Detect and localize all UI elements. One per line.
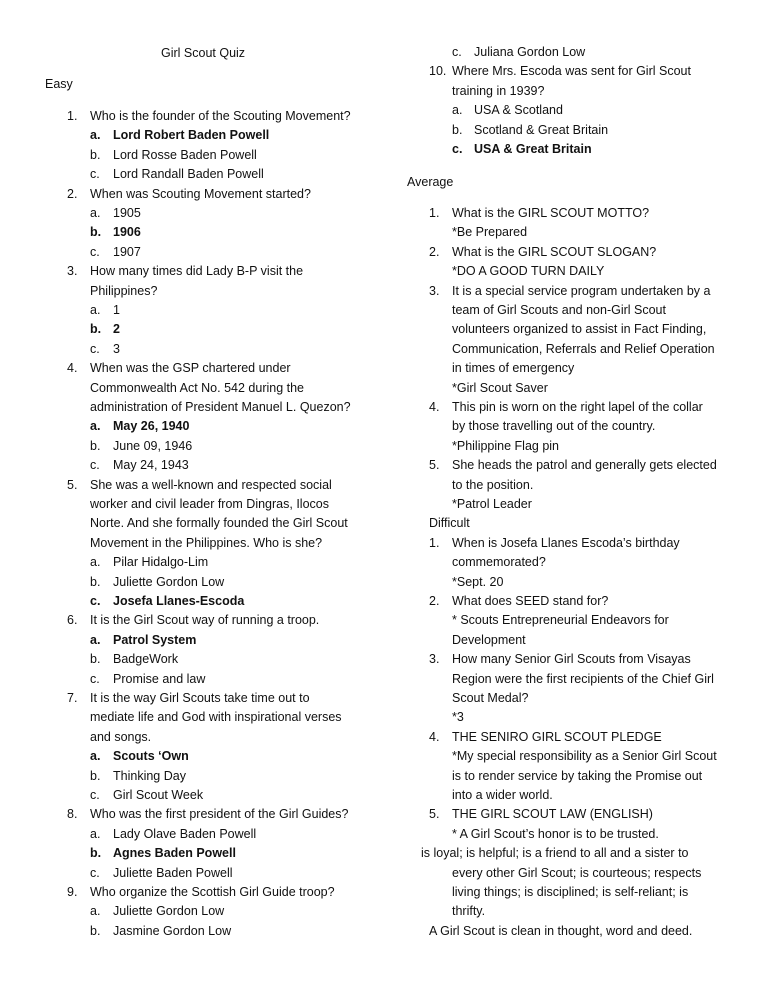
option-letter: c. (90, 458, 100, 473)
option-text: 1906 (113, 225, 141, 240)
option-text: Josefa Llanes-Escoda (113, 594, 245, 608)
question-text: team of Girl Scouts and non-Girl Scout (452, 303, 666, 317)
law-text: thrifty. (452, 904, 486, 919)
option-letter: c. (452, 142, 463, 156)
option-letter: a. (90, 303, 101, 317)
question-text: *Patrol Leader (452, 497, 532, 511)
option-letter: c. (90, 788, 100, 802)
question-text: and songs. (90, 729, 152, 744)
section-heading-difficult: Difficult (429, 516, 470, 531)
question-text: *Sept. 20 (452, 574, 504, 589)
question-text: administration of President Manuel L. Quezon? (90, 400, 351, 414)
question-number: 1. (67, 109, 78, 123)
option-text: Juliette Baden Powell (113, 865, 233, 880)
question-number: 2. (67, 186, 78, 201)
option-text: Lord Rosse Baden Powell (113, 147, 257, 162)
question-number: 5. (429, 807, 440, 822)
question-text: to the position. (452, 477, 534, 492)
question-text: THE GIRL SCOUT LAW (ENGLISH) (452, 807, 653, 822)
option-text: Juliette Gordon Low (113, 574, 225, 589)
question-text: THE SENIRO GIRL SCOUT PLEDGE (452, 729, 662, 744)
question-number: 2. (429, 244, 440, 259)
option-letter: b. (90, 846, 102, 861)
section-heading-easy: Easy (45, 77, 73, 91)
option-text: USA & Great Britain (474, 142, 592, 156)
question-number: 5. (67, 477, 78, 492)
question-number: 8. (67, 807, 78, 822)
question-text: mediate life and God with inspirational verses (90, 710, 342, 725)
option-text: 2 (113, 322, 120, 337)
option-text: Lady Olave Baden Powell (113, 826, 257, 841)
option-text: Lord Robert Baden Powell (113, 128, 270, 143)
option-text: June 09, 1946 (113, 438, 193, 453)
question-text: Philippines? (90, 283, 158, 298)
question-text: What does SEED stand for? (452, 594, 609, 608)
question-text: Where Mrs. Escoda was sent for Girl Scout (452, 64, 691, 79)
option-text: BadgeWork (113, 652, 179, 667)
question-number: 10. (429, 64, 447, 79)
option-letter: a. (90, 555, 101, 570)
option-text: USA & Scotland (474, 103, 563, 118)
question-text: How many times did Lady B-P visit the (90, 264, 304, 279)
option-letter: b. (90, 438, 101, 453)
option-text: Juliette Gordon Low (113, 904, 225, 919)
question-text: *DO A GOOD TURN DAILY (452, 264, 605, 279)
question-number: 7. (67, 691, 78, 705)
option-text: Pilar Hidalgo-Lim (113, 555, 209, 570)
question-text: When was the GSP chartered under (90, 361, 291, 376)
question-number: 1. (429, 535, 440, 550)
question-text: What is the GIRL SCOUT SLOGAN? (452, 244, 657, 259)
section-heading-average: Average (407, 175, 454, 189)
question-text: Region were the first recipients of the Chief Girl (452, 671, 714, 686)
option-letter: a. (90, 206, 101, 220)
question-text: training in 1939? (452, 83, 545, 98)
question-text: What is the GIRL SCOUT MOTTO? (452, 206, 650, 220)
question-number: 1. (429, 206, 440, 220)
option-letter: b. (90, 322, 102, 337)
question-number: 3. (429, 283, 440, 298)
option-text: Agnes Baden Powell (113, 846, 236, 861)
option-text: Lord Randall Baden Powell (113, 167, 264, 182)
question-text: * A Girl Scout’s honor is to be trusted. (452, 826, 659, 841)
option-letter: c. (90, 341, 100, 356)
option-letter: a. (90, 128, 101, 143)
question-text: *Be Prepared (452, 225, 528, 240)
option-letter: a. (90, 826, 101, 841)
option-letter: b. (90, 574, 101, 589)
option-text: Juliana Gordon Low (474, 45, 586, 59)
law-closing-text: A Girl Scout is clean in thought, word and deed. (429, 923, 693, 938)
option-text: Scotland & Great Britain (474, 122, 609, 137)
question-number: 4. (429, 729, 440, 744)
option-letter: c. (452, 45, 462, 59)
question-text: Development (452, 632, 526, 647)
question-text: It is the way Girl Scouts take time out to (90, 691, 310, 705)
option-text: 1 (113, 303, 120, 317)
option-text: May 26, 1940 (113, 419, 190, 434)
question-text: *3 (452, 710, 464, 725)
option-text: Thinking Day (113, 768, 186, 783)
question-text: Movement in the Philippines. Who is she? (90, 535, 323, 550)
option-letter: b. (90, 225, 102, 240)
question-number: 6. (67, 613, 78, 628)
option-letter: b. (90, 768, 101, 783)
option-letter: b. (90, 923, 101, 938)
question-number: 4. (429, 400, 440, 414)
law-text: is loyal; is helpful; is a friend to all and a sister to (421, 846, 689, 861)
question-text: * Scouts Entrepreneurial Endeavors for (452, 613, 669, 628)
option-letter: a. (90, 419, 101, 434)
option-letter: a. (452, 103, 463, 118)
option-letter: a. (90, 904, 101, 919)
question-text: It is a special service program undertaken by a (452, 283, 711, 298)
question-text: into a wider world. (452, 788, 553, 802)
page-title: Girl Scout Quiz (161, 46, 246, 60)
option-text: Jasmine Gordon Low (113, 923, 232, 938)
question-text: Commonwealth Act No. 542 during the (90, 380, 305, 395)
option-text: 1907 (113, 244, 141, 259)
question-text: She was a well-known and respected social (90, 477, 332, 492)
question-text: Who was the first president of the Girl Guides? (90, 807, 349, 822)
option-text: Scouts ‘Own (113, 749, 189, 764)
question-text: She heads the patrol and generally gets elected (452, 458, 717, 473)
option-letter: c. (90, 594, 101, 608)
question-text: *Girl Scout Saver (452, 380, 548, 395)
question-text: is to render service by taking the Promise out (452, 768, 703, 783)
question-text: Who is the founder of the Scouting Movement? (90, 109, 351, 123)
question-text: It is the Girl Scout way of running a troop. (90, 613, 320, 628)
question-text: in times of emergency (452, 361, 575, 376)
option-letter: c. (90, 167, 100, 182)
question-number: 3. (429, 652, 440, 667)
question-text: Norte. And she formally founded the Girl Scout (90, 516, 348, 531)
option-text: Patrol System (113, 632, 197, 647)
question-text: by those travelling out of the country. (452, 419, 656, 434)
question-number: 2. (429, 594, 440, 608)
option-text: Girl Scout Week (113, 788, 204, 802)
question-text: Scout Medal? (452, 691, 529, 705)
option-letter: b. (452, 122, 463, 137)
question-text: When was Scouting Movement started? (90, 186, 311, 201)
question-text: This pin is worn on the right lapel of the collar (452, 400, 703, 414)
option-letter: b. (90, 147, 101, 162)
question-text: commemorated? (452, 555, 546, 570)
option-letter: c. (90, 671, 100, 686)
question-number: 3. (67, 264, 78, 279)
question-number: 4. (67, 361, 78, 376)
option-text: 3 (113, 341, 120, 356)
option-letter: a. (90, 632, 101, 647)
question-number: 5. (429, 458, 440, 473)
question-text: Who organize the Scottish Girl Guide troop? (90, 885, 335, 899)
option-text: May 24, 1943 (113, 458, 189, 473)
option-letter: c. (90, 244, 100, 259)
option-letter: c. (90, 865, 100, 880)
law-text: living things; is disciplined; is self-reliant; is (452, 885, 689, 899)
option-text: 1905 (113, 206, 141, 220)
option-letter: b. (90, 652, 101, 667)
question-text: Communication, Referrals and Relief Operation (452, 341, 715, 356)
law-text: every other Girl Scout; is courteous; respects (452, 865, 702, 880)
question-text: When is Josefa Llanes Escoda’s birthday (452, 535, 680, 550)
question-text: *My special responsibility as a Senior Girl Scout (452, 749, 717, 764)
question-text: volunteers organized to assist in Fact Finding, (452, 322, 707, 337)
option-text: Promise and law (113, 671, 206, 686)
question-number: 9. (67, 885, 78, 899)
option-letter: a. (90, 749, 101, 764)
question-text: How many Senior Girl Scouts from Visayas (452, 652, 691, 667)
question-text: *Philippine Flag pin (452, 438, 560, 453)
question-text: worker and civil leader from Dingras, Ilocos (90, 497, 329, 511)
